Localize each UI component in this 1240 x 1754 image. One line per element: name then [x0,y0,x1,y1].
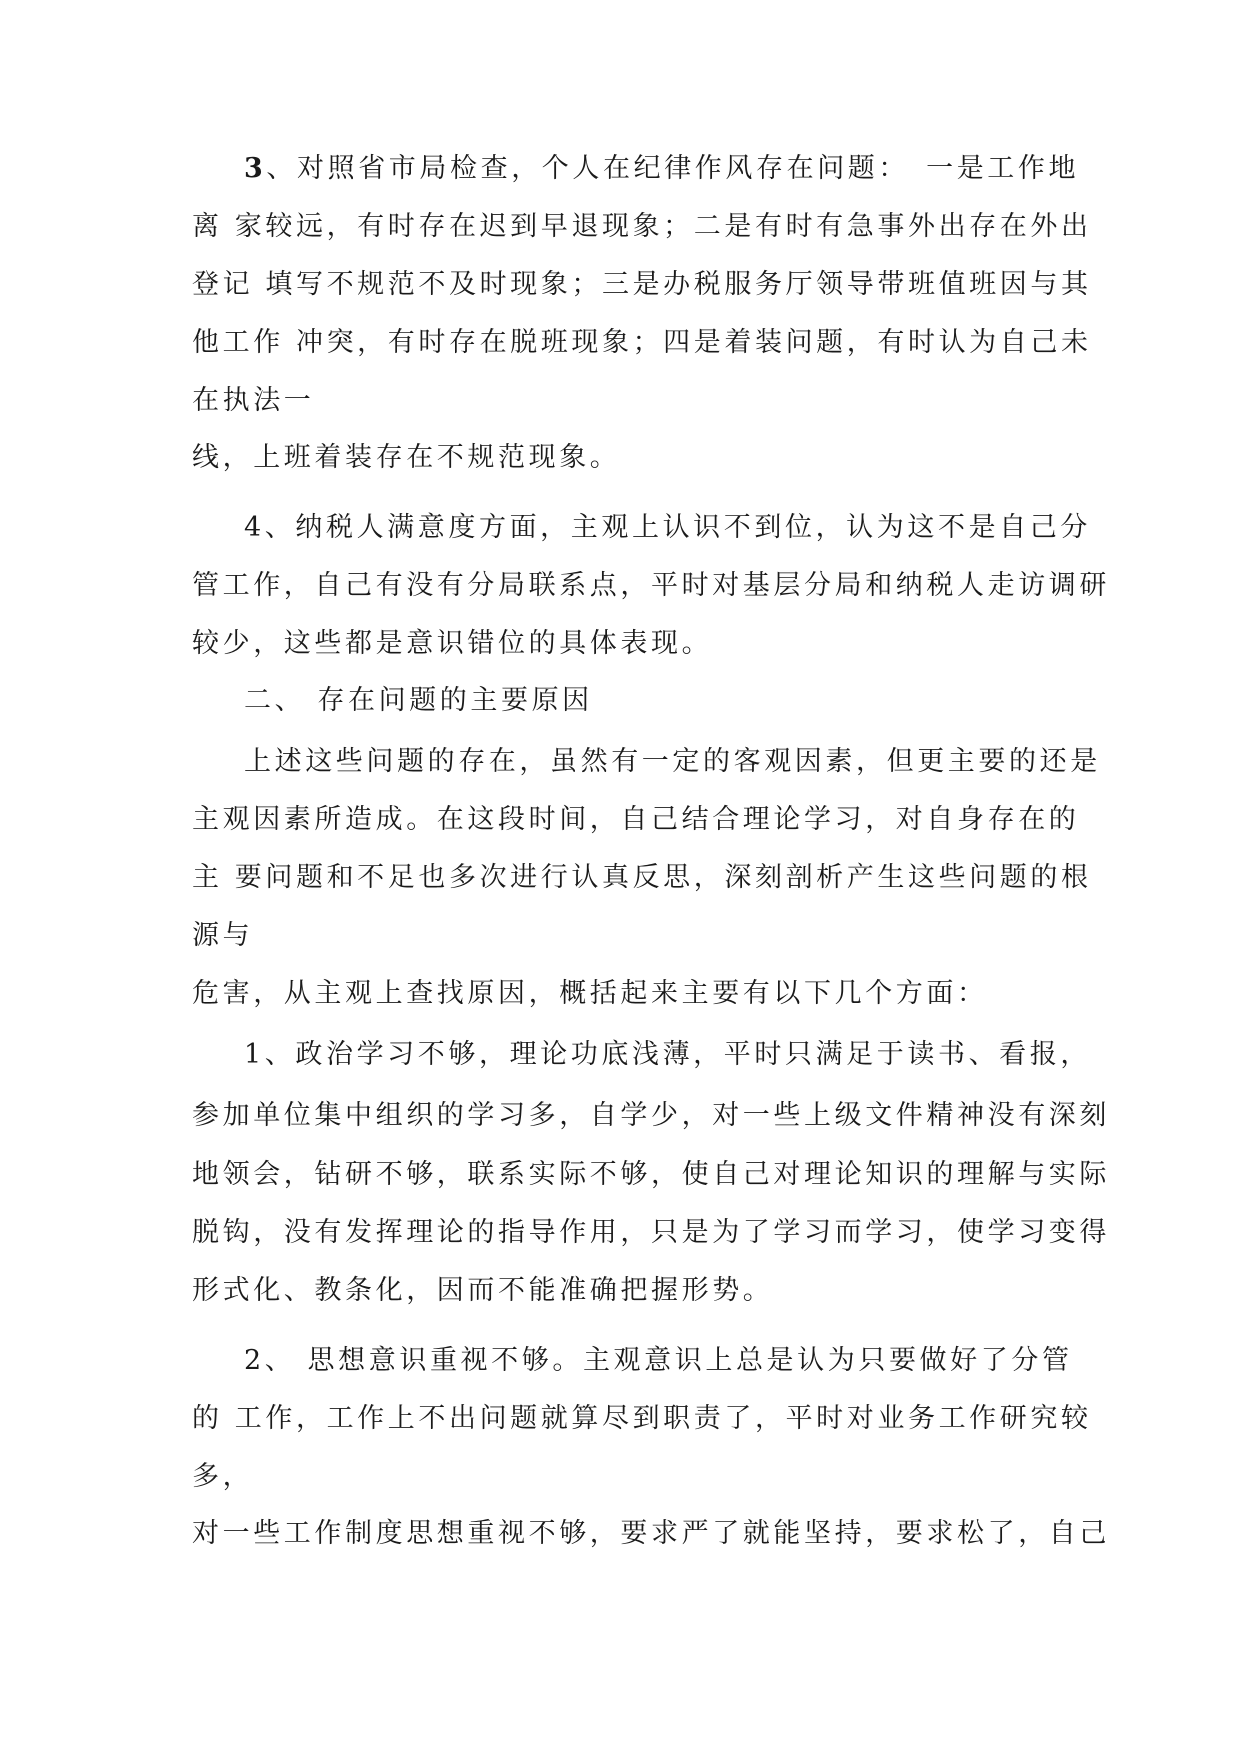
text-line-20: 形式化、教条化，因而不能准确把握形势。 [192,1275,774,1306]
text-line-24: 对一些工作制度思想重视不够，要求严了就能坚持，要求松了，自己 [192,1518,1110,1549]
text-line-5: 在执法一 [192,385,315,416]
text-line-8: 管工作，自己有没有分局联系点，平时对基层分局和纳税人走访调研 [192,570,1110,601]
text-line-7: 4、纳税人满意度方面，主观上认识不到位，认为这不是自己分 [244,512,1091,543]
text-line-11: 上述这些问题的存在，虽然有一定的客观因素，但更主要的还是 [244,746,1101,777]
text-line-19: 脱钩，没有发挥理论的指导作用，只是为了学习而学习，使学习变得 [192,1217,1110,1248]
text-line-13: 主 要问题和不足也多次进行认真反思，深刻剖析产生这些问题的根 [192,862,1092,893]
line-text: 、对照省市局检查，个人在纪律作风存在问题： 一是工作地 [266,153,1080,184]
text-line-16: 1、政治学习不够，理论功底浅薄，平时只满足于读书、看报， [244,1039,1091,1070]
text-line-4: 他工作 冲突，有时存在脱班现象；四是着装问题，有时认为自己未 [192,327,1092,358]
text-line-18: 地领会，钻研不够，联系实际不够，使自己对理论知识的理解与实际 [192,1159,1110,1190]
section-heading: 二、 存在问题的主要原因 [244,685,593,716]
text-line-12: 主观因素所造成。在这段时间，自己结合理论学习，对自身存在的 [192,804,1080,835]
text-line-21: 2、 思想意识重视不够。主观意识上总是认为只要做好了分管 [244,1345,1073,1376]
text-line-23: 多， [192,1461,254,1492]
text-line-14: 源与 [192,920,254,951]
text-line-15: 危害，从主观上查找原因，概括起来主要有以下几个方面： [192,978,988,1009]
text-line-2: 离 家较远，有时存在迟到早退现象；二是有时有急事外出存在外出 [192,211,1092,242]
text-line-3: 登记 填写不规范不及时现象；三是办税服务厅领导带班值班因与其 [192,269,1092,300]
text-line-6: 线，上班着装存在不规范现象。 [192,442,621,473]
text-line-17: 参加单位集中组织的学习多，自学少，对一些上级文件精神没有深刻 [192,1100,1110,1131]
text-line-9: 较少，这些都是意识错位的具体表现。 [192,628,713,659]
item-number-3: 3 [244,153,267,184]
text-line-22: 的 工作，工作上不出问题就算尽到职责了，平时对业务工作研究较 [192,1403,1092,1434]
text-line-1 [244,152,1079,186]
